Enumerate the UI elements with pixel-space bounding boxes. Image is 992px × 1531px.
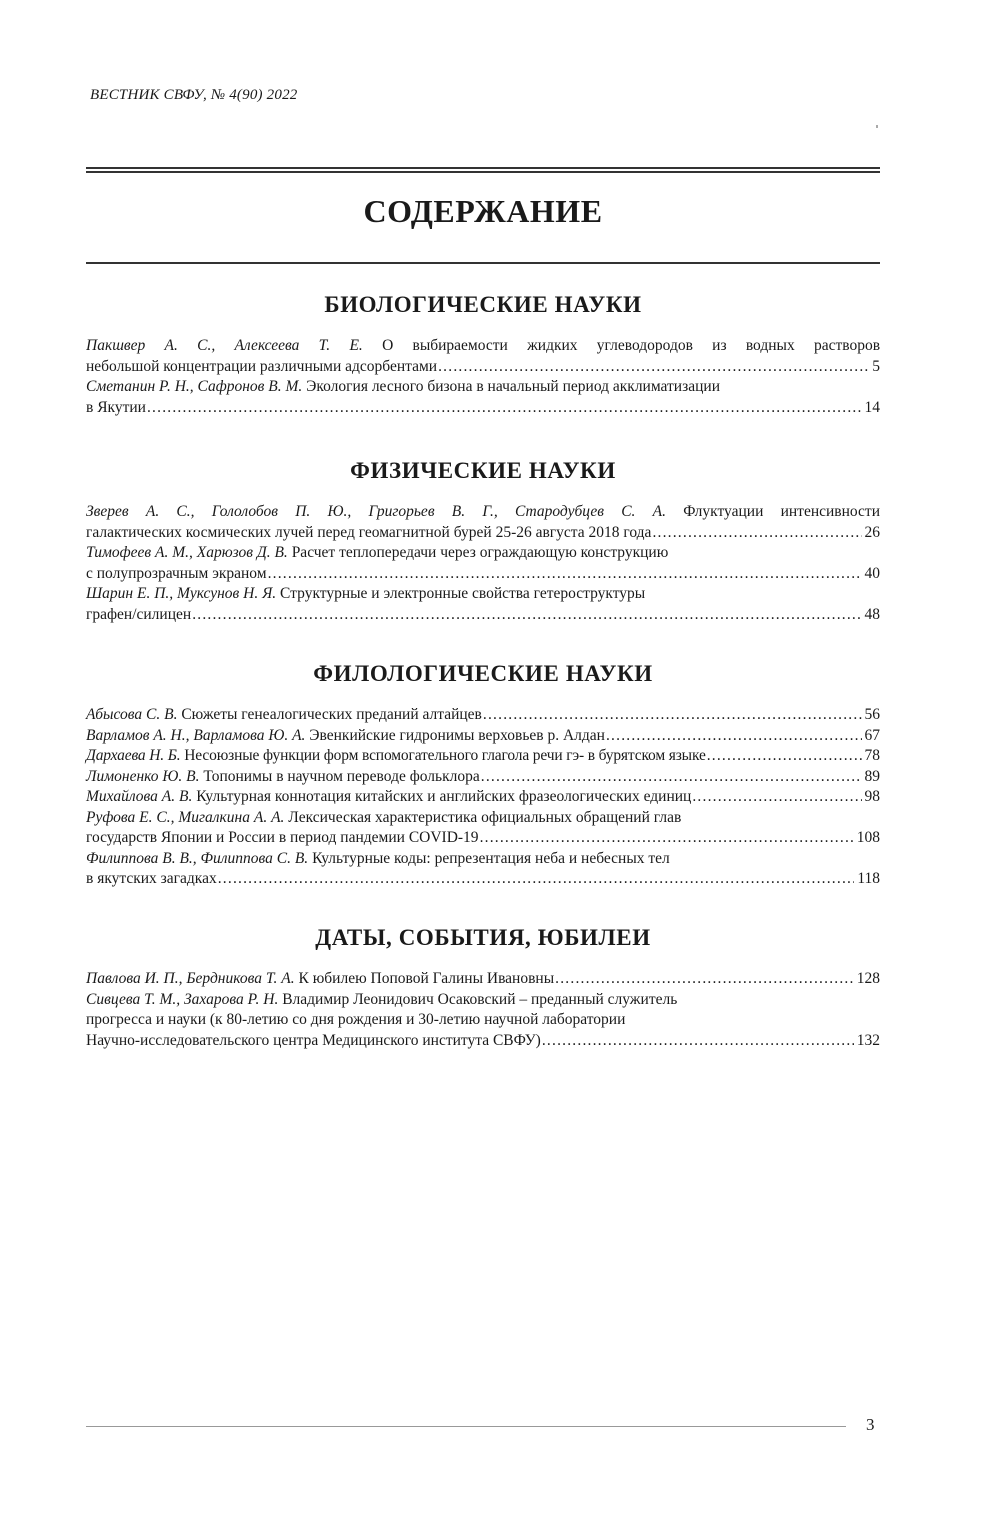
section-title: ДАТЫ, СОБЫТИЯ, ЮБИЛЕИ [315,925,651,950]
entry-title-cont: галактических космических лучей перед геомагнитной бурей 25-26 августа 2018 года [86,523,652,541]
entry-title-cont: в Якутии [86,398,146,416]
toc-entry[interactable] [86,849,880,890]
toc-entry[interactable] [86,705,880,726]
entry-page: 14 [864,398,880,416]
entry-authors: Пакшвер А. С., Алексеева Т. Е. [86,337,363,354]
entry-title: Культурные коды: репрезентация неба и небесных тел [312,849,670,867]
entry-page: 56 [864,706,880,723]
double-rule [86,167,880,175]
entry-authors: Абысова С. В. [86,706,178,723]
section-philology [86,657,880,890]
leader-dots [438,357,869,378]
entry-title: Несоюзные функции форм вспомогательного глагола речи гэ- в бурятском языке [184,747,706,764]
toc-entry[interactable] [86,746,880,767]
leader-dots [692,787,861,808]
entry-authors: Сивцева Т. М., Захарова Р. Н. [86,990,279,1008]
leader-dots [606,726,862,747]
entry-title: Эвенкийские гидронимы верховьев р. Алдан [309,726,605,744]
entry-title: Сюжеты генеалогических преданий алтайцев [181,706,482,723]
leader-dots [483,705,862,726]
leader-dots [147,398,862,419]
entry-title: Культурная коннотация китайских и английских фразеологических единиц [196,788,692,805]
entry-page: 67 [864,726,880,744]
toc-entry[interactable] [86,767,880,788]
section-biology [86,288,880,418]
toc-entry[interactable] [86,584,880,625]
entry-authors: Лимоненко Ю. В. [86,767,200,785]
toc-entry[interactable] [86,543,880,584]
leader-dots [542,1031,854,1052]
entry-title-cont: прогресса и науки (к 80-летию со дня рождения и 30-летию научной лаборатории [86,1011,626,1028]
entry-title: Расчет теплопередачи через ограждающую конструкцию [291,544,669,561]
entry-authors: Зверев А. С., Гололобов П. Ю., Григорьев В. Г., Стародубцев С. А. [86,503,666,520]
leader-dots [218,869,855,890]
entry-page: 108 [856,829,880,846]
entry-page: 78 [864,747,880,764]
entry-title: Владимир Леонидович Осаковский – преданный служитель [282,990,678,1008]
leader-dots [192,605,861,626]
entry-page: 48 [864,605,880,623]
toc-entry[interactable] [86,990,880,1052]
entry-title: Экология лесного бизона в начальный период акклиматизации [306,378,720,395]
entry-title-cont: государств Японии и России в период пандемии COVID-19 [86,829,479,846]
toc-entry[interactable] [86,502,880,543]
entry-authors: Сметанин Р. Н., Сафронов В. М. [86,378,303,395]
section-physics [86,454,880,625]
entry-authors: Тимофеев А. М., Харюзов Д. В. [86,544,288,561]
toc-entry[interactable] [86,336,880,377]
entry-page: 40 [864,564,880,582]
entry-title-cont: с полупрозрачным экраном [86,564,267,582]
section-title: ФИЗИЧЕСКИЕ НАУКИ [350,458,616,483]
entry-title: Структурные и электронные свойства гетероструктуры [280,585,646,602]
entry-title-cont: небольшой концентрации различными адсорбентами [86,357,438,375]
leader-dots [481,767,862,788]
entry-authors: Варламов А. Н., Варламова Ю. А. [86,726,306,744]
leader-dots [480,828,854,849]
section-title: БИОЛОГИЧЕСКИЕ НАУКИ [324,292,642,317]
scan-speck [876,125,878,128]
toc-entry[interactable] [86,969,880,990]
entry-title-cont: Научно-исследовательского центра Медицинского института СВФУ) [86,1031,541,1049]
entry-title-cont: графен/силицен [86,605,192,623]
entry-authors: Шарин Е. П., Муксунов Н. Я. [86,585,277,602]
entry-title: К юбилею Поповой Галины Ивановны [298,970,555,987]
contents-title: СОДЕРЖАНИЕ [363,193,603,229]
entry-title-cont: в якутских загадках [86,870,217,887]
leader-dots [652,523,861,544]
entry-page: 118 [857,870,880,887]
entry-authors: Михайлова А. В. [86,788,193,805]
title-rule [86,262,880,264]
page-number: 3 [866,1415,875,1434]
entry-authors: Павлова И. П., Бердникова Т. А. [86,970,295,987]
entry-page: 5 [872,357,880,375]
toc-entry[interactable] [86,808,880,849]
journal-header: ВЕСТНИК СВФУ, № 4(90) 2022 [90,87,298,103]
toc-entry[interactable] [86,787,880,808]
entry-title: О выбираемости жидких углеводородов из водных растворов [382,337,880,354]
entry-authors: Филиппова В. В., Филиппова С. В. [86,849,309,867]
leader-dots [707,746,862,767]
entry-page: 98 [864,788,880,805]
entry-title: Топонимы в научном переводе фольклора [203,767,480,785]
entry-title: Флуктуации интенсивности [683,503,880,520]
section-dates-events [86,921,880,1051]
leader-dots [555,969,854,990]
entry-authors: Дархаева Н. Б. [86,747,181,764]
entry-title: Лексическая характеристика официальных обращений глав [288,808,682,826]
entry-page: 128 [856,970,880,987]
entry-page: 26 [864,523,880,541]
leader-dots [268,564,862,585]
entry-authors: Руфова Е. С., Мигалкина А. А. [86,808,285,826]
section-title: ФИЛОЛОГИЧЕСКИЕ НАУКИ [313,661,653,686]
toc-entry[interactable] [86,726,880,747]
entry-page: 132 [856,1031,880,1049]
toc-entry[interactable] [86,377,880,418]
entry-page: 89 [864,767,880,785]
footer-rule [86,1426,846,1427]
